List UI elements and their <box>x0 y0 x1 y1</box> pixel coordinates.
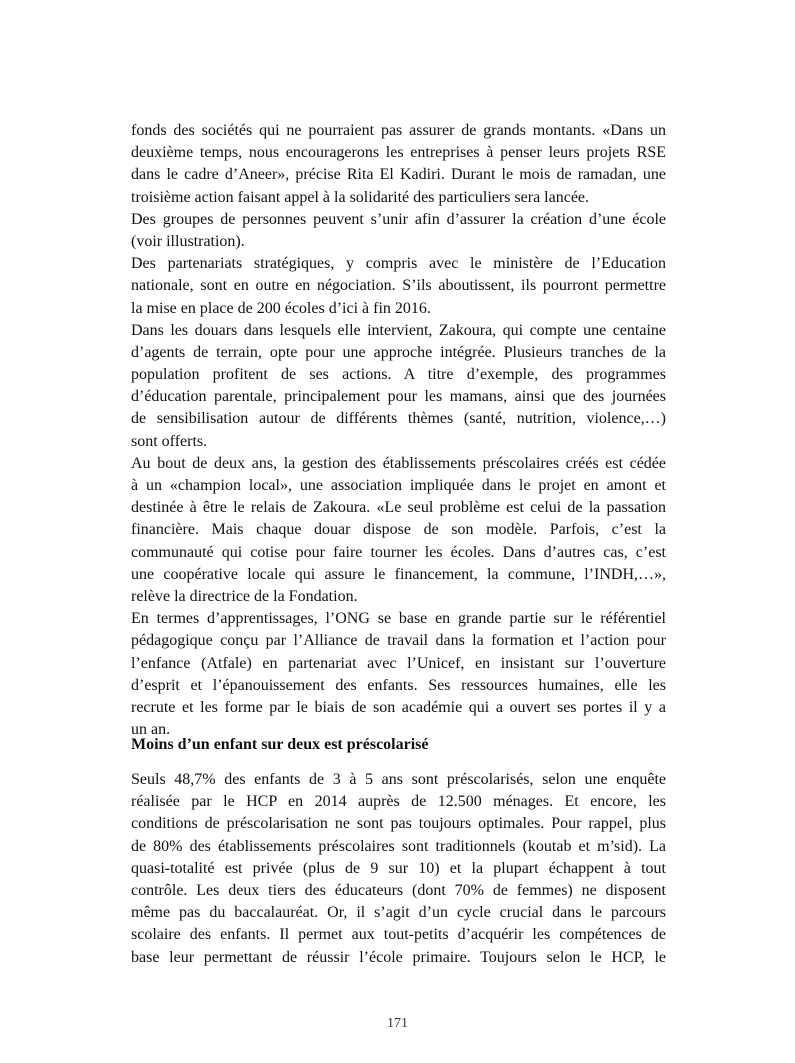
text-line: (voir illustration). <box>131 232 245 250</box>
section-heading: Moins d’un enfant sur deux est préscolarisé <box>131 736 429 753</box>
text-line: financière. Mais chaque douar dispose de son modèle. Parfois, c’est la <box>131 521 666 539</box>
text-line: de sensibilisation autour de différents thèmes (santé, nutrition, violence,…) <box>131 410 666 428</box>
text-line: pédagogique conçu par l’Alliance de travail dans la formation et l’action pour <box>131 632 666 650</box>
paragraph <box>131 209 666 253</box>
text-line: dans le cadre d’Aneer», précise Rita El Kadiri. Durant le mois de ramadan, une <box>131 166 666 184</box>
text-line: quasi-totalité est privée (plus de 9 sur 10) et la plupart échappent à tout <box>131 859 666 877</box>
paragraph <box>131 320 666 453</box>
body-text-section-1 <box>131 120 666 741</box>
text-line: l’enfance (Atfale) en partenariat avec l’Unicef, en insistant sur l’ouverture <box>131 654 666 672</box>
text-line: d’éducation parentale, principalement pour les mamans, ainsi que des journées <box>131 388 666 406</box>
paragraph <box>131 769 666 969</box>
text-line: réalisée par le HCP en 2014 auprès de 12.500 ménages. Et encore, les <box>131 793 666 811</box>
text-line: Des partenariats stratégiques, y compris avec le ministère de l’Education <box>131 255 666 273</box>
text-line: scolaire des enfants. Il permet aux tout-petits d’acquérir les compétences de <box>131 926 666 944</box>
page-number: 171 <box>387 1016 408 1031</box>
paragraph <box>131 608 666 741</box>
text-line: En termes d’apprentissages, l’ONG se base en grande partie sur le référentiel <box>131 610 666 628</box>
body-text-section-2 <box>131 769 666 969</box>
text-line: relève la directrice de la Fondation. <box>131 587 358 605</box>
text-line: Des groupes de personnes peuvent s’unir afin d’assurer la création d’une école <box>131 210 666 228</box>
text-line: contrôle. Les deux tiers des éducateurs (dont 70% de femmes) ne disposent <box>131 881 666 899</box>
paragraph <box>131 453 666 608</box>
text-line: deuxième temps, nous encouragerons les entreprises à penser leurs projets RSE <box>131 144 666 162</box>
text-line: nationale, sont en outre en négociation. S’ils aboutissent, ils pourront permettre <box>131 277 666 295</box>
text-line: recrute et les forme par le biais de son académie qui a ouvert ses portes il y a <box>131 698 666 716</box>
text-line: un an. <box>131 721 171 739</box>
text-line: la mise en place de 200 écoles d’ici à fin 2016. <box>131 299 431 317</box>
text-line: troisième action faisant appel à la solidarité des particuliers sera lancée. <box>131 188 590 206</box>
text-line: Au bout de deux ans, la gestion des établissements préscolaires créés est cédée <box>131 454 666 472</box>
text-line: d’agents de terrain, opte pour une approche intégrée. Plusieurs tranches de la <box>131 343 666 361</box>
text-line: Dans les douars dans lesquels elle intervient, Zakoura, qui compte une centaine <box>131 321 666 339</box>
text-line: de 80% des établissements préscolaires sont traditionnels (koutab et m’sid). La <box>131 837 666 855</box>
text-line: Seuls 48,7% des enfants de 3 à 5 ans sont préscolarisés, selon une enquête <box>131 771 666 788</box>
text-line: destinée à être le relais de Zakoura. «Le seul problème est celui de la passation <box>131 499 666 517</box>
text-line: une coopérative locale qui assure le financement, la commune, l’INDH,…», <box>131 565 666 583</box>
text-line: à un «champion local», une association impliquée dans le projet en amont et <box>131 477 666 494</box>
text-line: base leur permettant de réussir l’école primaire. Toujours selon le HCP, le <box>131 948 666 966</box>
paragraph <box>131 253 666 320</box>
text-line: communauté qui cotise pour faire tourner les écoles. Dans d’autres cas, c’est <box>131 543 666 561</box>
paragraph <box>131 120 666 209</box>
text-line: d’esprit et l’épanouissement des enfants. Ses ressources humaines, elle les <box>131 676 666 694</box>
text-line: conditions de préscolarisation ne sont pas toujours optimales. Pour rappel, plus <box>131 815 666 833</box>
text-line: population profitent de ses actions. A titre d’exemple, des programmes <box>131 366 666 384</box>
text-line: même pas du baccalauréat. Or, il s’agit d’un cycle crucial dans le parcours <box>131 904 666 922</box>
text-line: fonds des sociétés qui ne pourraient pas assurer de grands montants. «Dans un <box>131 122 666 139</box>
text-line: sont offerts. <box>131 432 208 450</box>
